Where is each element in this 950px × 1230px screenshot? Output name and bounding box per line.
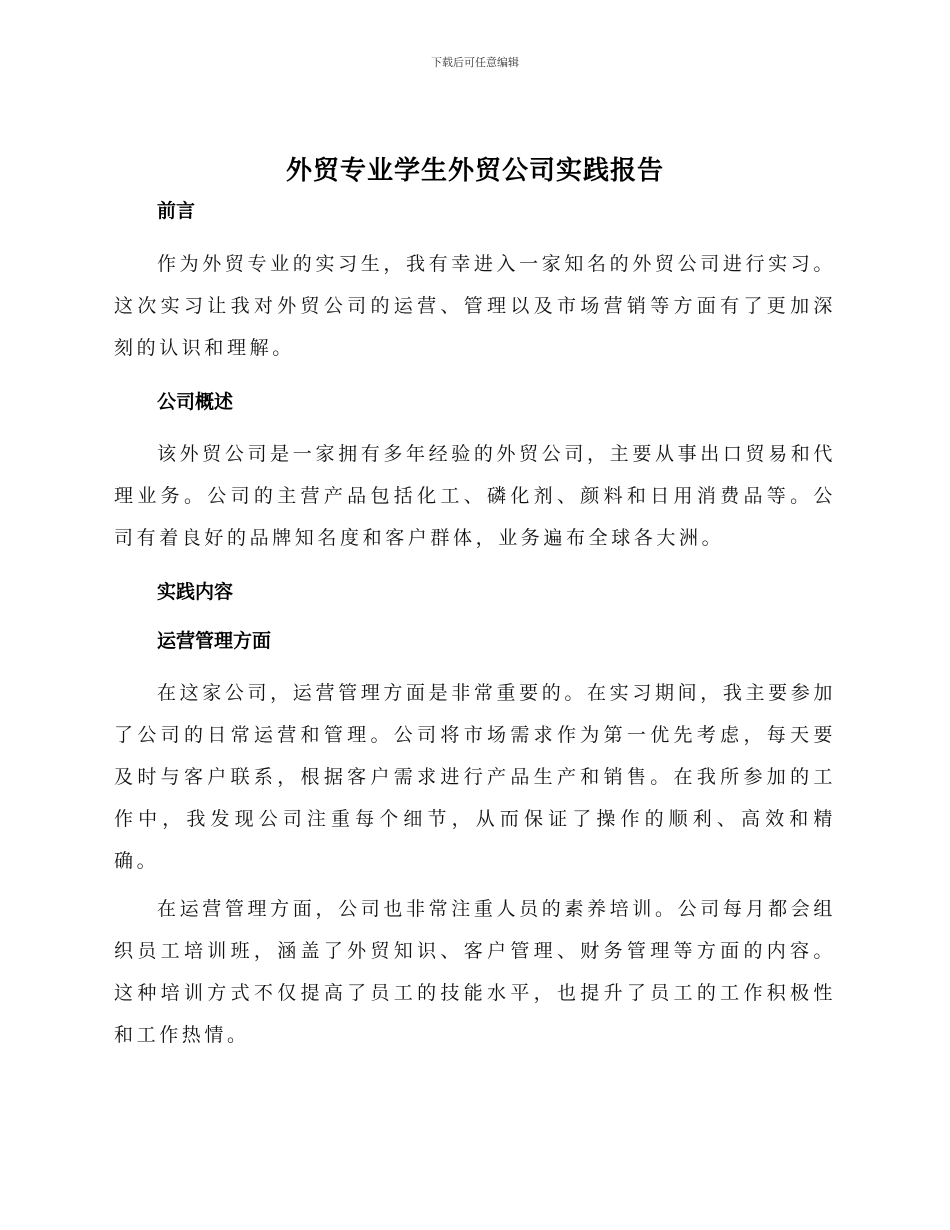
document-body [114, 196, 836, 1056]
paragraph-operations-1: 在这家公司，运营管理方面是非常重要的。在实习期间，我主要参加了公司的日常运营和管理。公司将市场需求作为第一优先考虑，每天要及时与客户联系，根据客户需求进行产品生产和销售。在我所参加的工作中，我发现公司注重每个细节，从而保证了操作的顺利、高效和精确。 [114, 682, 836, 872]
heading-preface: 前言 [157, 200, 196, 222]
heading-practice-content: 实践内容 [157, 581, 234, 603]
heading-operations-management: 运营管理方面 [157, 630, 272, 652]
paragraph-preface: 作为外贸专业的实习生，我有幸进入一家知名的外贸公司进行实习。这次实习让我对外贸公司的运营、管理以及市场营销等方面有了更加深刻的认识和理解。 [114, 253, 836, 359]
paragraph-operations-2: 在运营管理方面，公司也非常注重人员的素养培训。公司每月都会组织员工培训班，涵盖了外贸知识、客户管理、财务管理等方面的内容。这种培训方式不仅提高了员工的技能水平，也提升了员工的工作积极性和工作热情。 [114, 898, 836, 1046]
document-title: 外贸专业学生外贸公司实践报告 [285, 156, 664, 186]
heading-company-overview: 公司概述 [157, 391, 234, 413]
header-note: 下载后可任意编辑 [431, 56, 519, 69]
paragraph-company-overview: 该外贸公司是一家拥有多年经验的外贸公司，主要从事出口贸易和代理业务。公司的主营产品包括化工、磷化剂、颜料和日用消费品等。公司有着良好的品牌知名度和客户群体，业务遍布全球各大洲。 [114, 443, 836, 549]
